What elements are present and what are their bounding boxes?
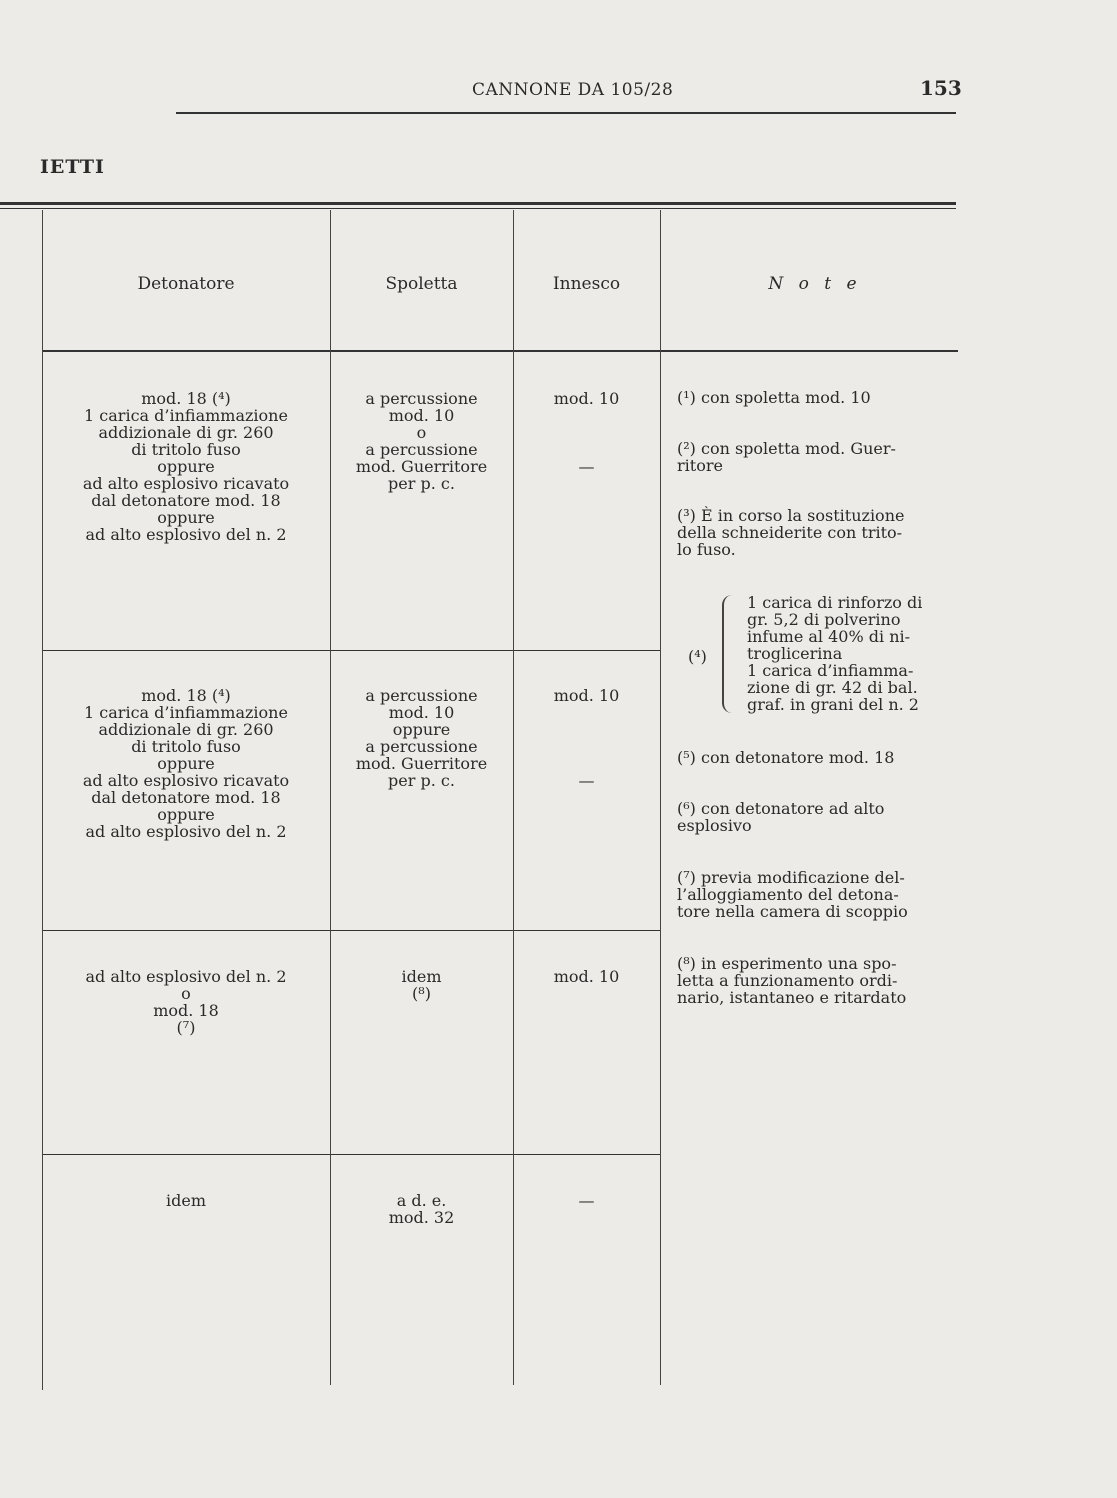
note-5: (⁵) con detonatore mod. 18 [677,748,895,767]
note-2: (²) con spoletta mod. Guer- ritore [677,439,896,475]
row-divider-2 [42,930,660,931]
table-top-rule-thin [0,208,956,209]
note-4-brace [722,595,734,713]
row-divider-3 [42,1154,660,1155]
row1-detonatore: mod. 18 (⁴) 1 carica d’infiammazione addizionale di gr. 260 di tritolo fuso oppure ad alto esplosivo ricavato dal detonatore mod. 18 oppure ad alto esplosivo del n. 2 [82,389,290,544]
row1-spoletta: a percussione mod. 10 o a percussione mod. Guerritore per p. c. [355,389,488,493]
header-rule [176,112,956,114]
column-header-spoletta: Spoletta [385,274,458,294]
row4-detonatore: idem [166,1191,206,1210]
note-7: (⁷) previa modificazione del- l’alloggiamento del detona- tore nella camera di scoppio [677,868,908,921]
note-4: 1 carica di rinforzo di gr. 5,2 di polverino infume al 40% di ni- troglicerina 1 carica d’infiamma- zione di gr. 42 di bal. graf. in grani del n. 2 [747,593,923,714]
page-header-title: CANNONE DA 105/28 [472,80,674,100]
row3-innesco: mod. 10 [553,967,620,986]
row4-spoletta: a d. e. mod. 32 [388,1191,455,1227]
page-number: 153 [920,76,962,100]
row3-detonatore: ad alto esplosivo del n. 2 o mod. 18 (⁷) [85,967,287,1037]
row4-innesco: — [578,1191,595,1210]
column-rule-3 [660,210,661,1385]
row2-innesco: mod. 10 — [553,686,620,790]
note-1: (¹) con spoletta mod. 10 [677,388,871,407]
note-6: (⁶) con detonatore ad alto esplosivo [677,799,885,835]
row1-innesco: mod. 10 — [553,389,620,476]
table-top-rule [0,202,956,205]
column-header-innesco: Innesco [552,274,621,294]
column-header-detonatore: Detonatore [137,274,235,294]
row2-spoletta: a percussione mod. 10 oppure a percussione mod. Guerritore per p. c. [355,686,488,790]
column-header-note: N o t e [768,274,862,294]
note-8: (⁸) in esperimento una spo- letta a funzionamento ordi- nario, istantaneo e ritardato [677,954,907,1007]
note-3: (³) È in corso la sostituzione della schneiderite con trito- lo fuso. [677,506,905,559]
row2-detonatore: mod. 18 (⁴) 1 carica d’infiammazione addizionale di gr. 260 di tritolo fuso oppure ad alto esplosivo ricavato dal detonatore mod. 18 oppure ad alto esplosivo del n. 2 [82,686,290,841]
row3-spoletta: idem (⁸) [401,967,442,1003]
row-divider-1 [42,650,660,651]
header-bottom-rule [42,350,958,352]
section-title: IETTI [40,156,105,178]
note-4-marker: (⁴) [688,647,707,666]
